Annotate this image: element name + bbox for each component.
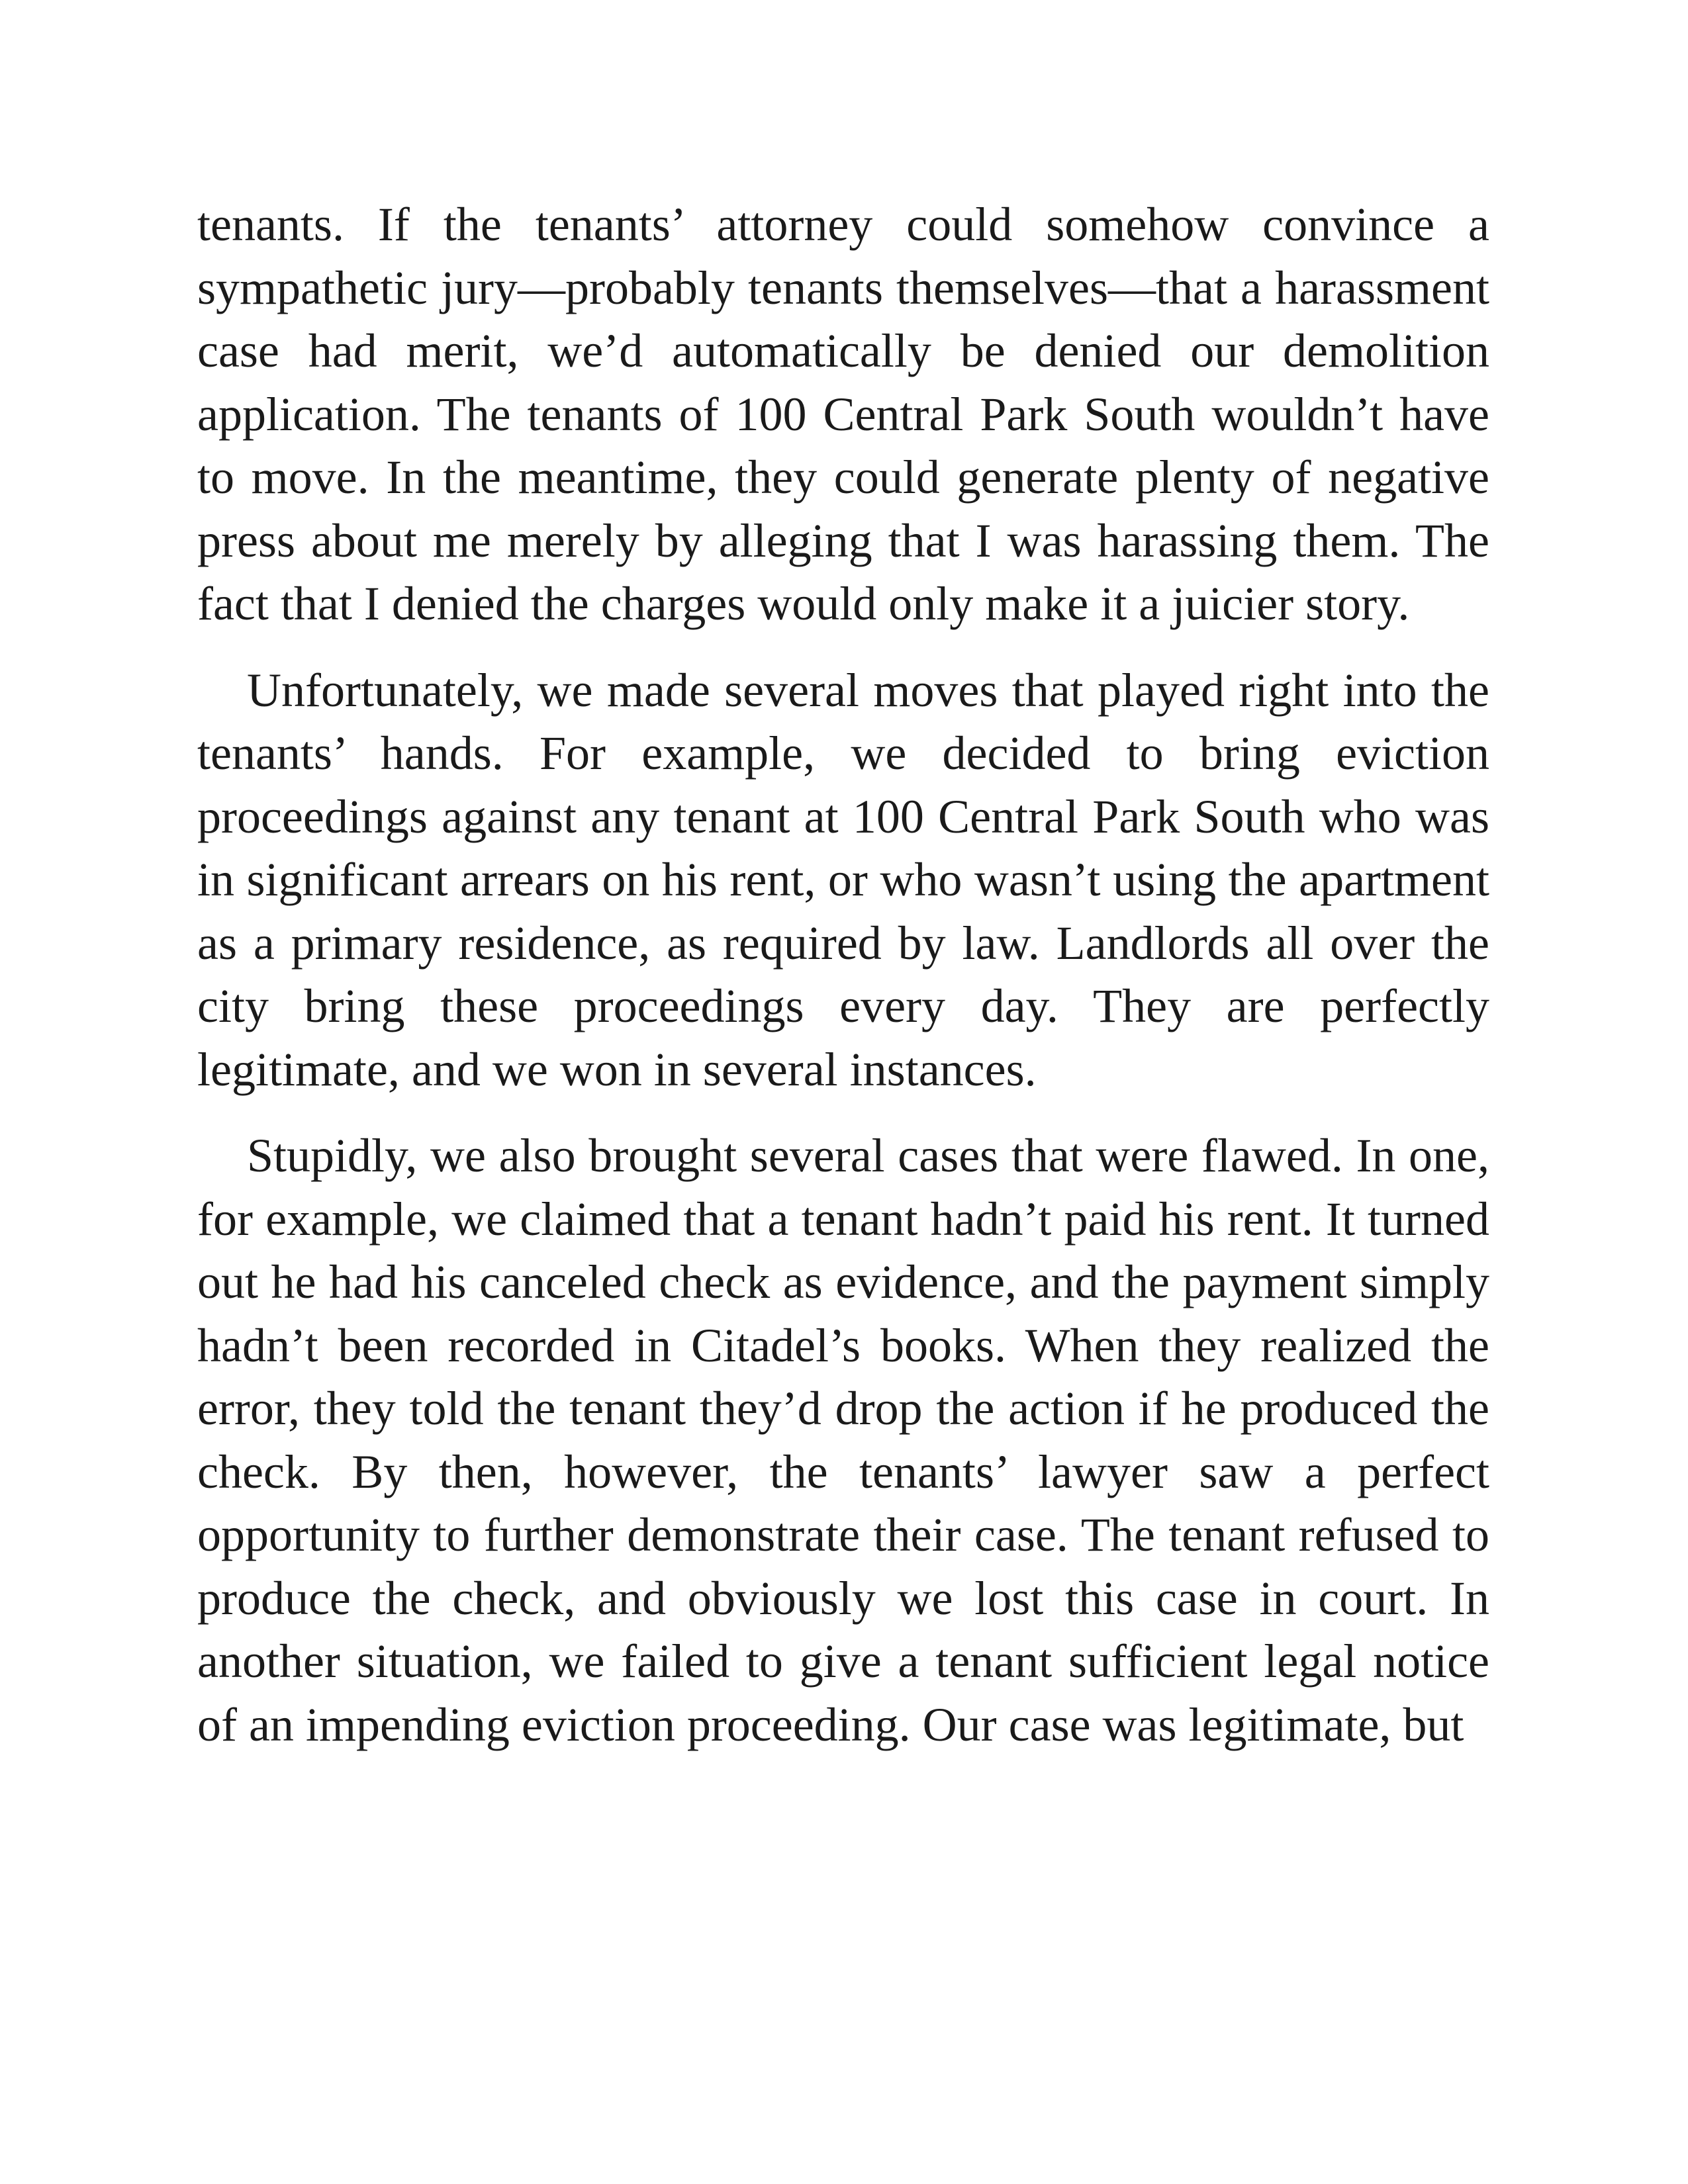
page-body [197, 193, 1489, 1780]
paragraph-3: Stupidly, we also brought several cases that were flawed. In one, for example, we claimed that a tenant hadn’t paid his rent. It turned out he had his canceled check as evidence, and the payment simply hadn’t been recorded in Citadel’s books. When they realized the error, they told the tenant they’d drop the action if he produced the check. By then, however, the tenants’ lawyer saw a perfect opportunity to further demonstrate their case. The tenant refused to produce the check, and obviously we lost this case in court. In another situation, we failed to give a tenant sufficient legal notice of an impending eviction proceeding. Our case was legitimate, but [197, 1129, 1489, 1751]
paragraph-1: tenants. If the tenants’ attorney could somehow convince a sympathetic jury—probably tenants themselves—that a harassment case had merit, we’d automatically be denied our demolition application. The tenants of 100 Central Park South wouldn’t have to move. In the meantime, they could generate plenty of negative press about me merely by alleging that I was harassing them. The fact that I denied the charges would only make it a juicier story. [197, 198, 1489, 630]
paragraph-2: Unfortunately, we made several moves that played right into the tenants’ hands. For example, we decided to bring eviction proceedings against any tenant at 100 Central Park South who was in significant arrears on his rent, or who wasn’t using the apartment as a primary residence, as required by law. Landlords all over the city bring these proceedings every day. They are perfectly legitimate, and we won in several instances. [197, 663, 1489, 1096]
